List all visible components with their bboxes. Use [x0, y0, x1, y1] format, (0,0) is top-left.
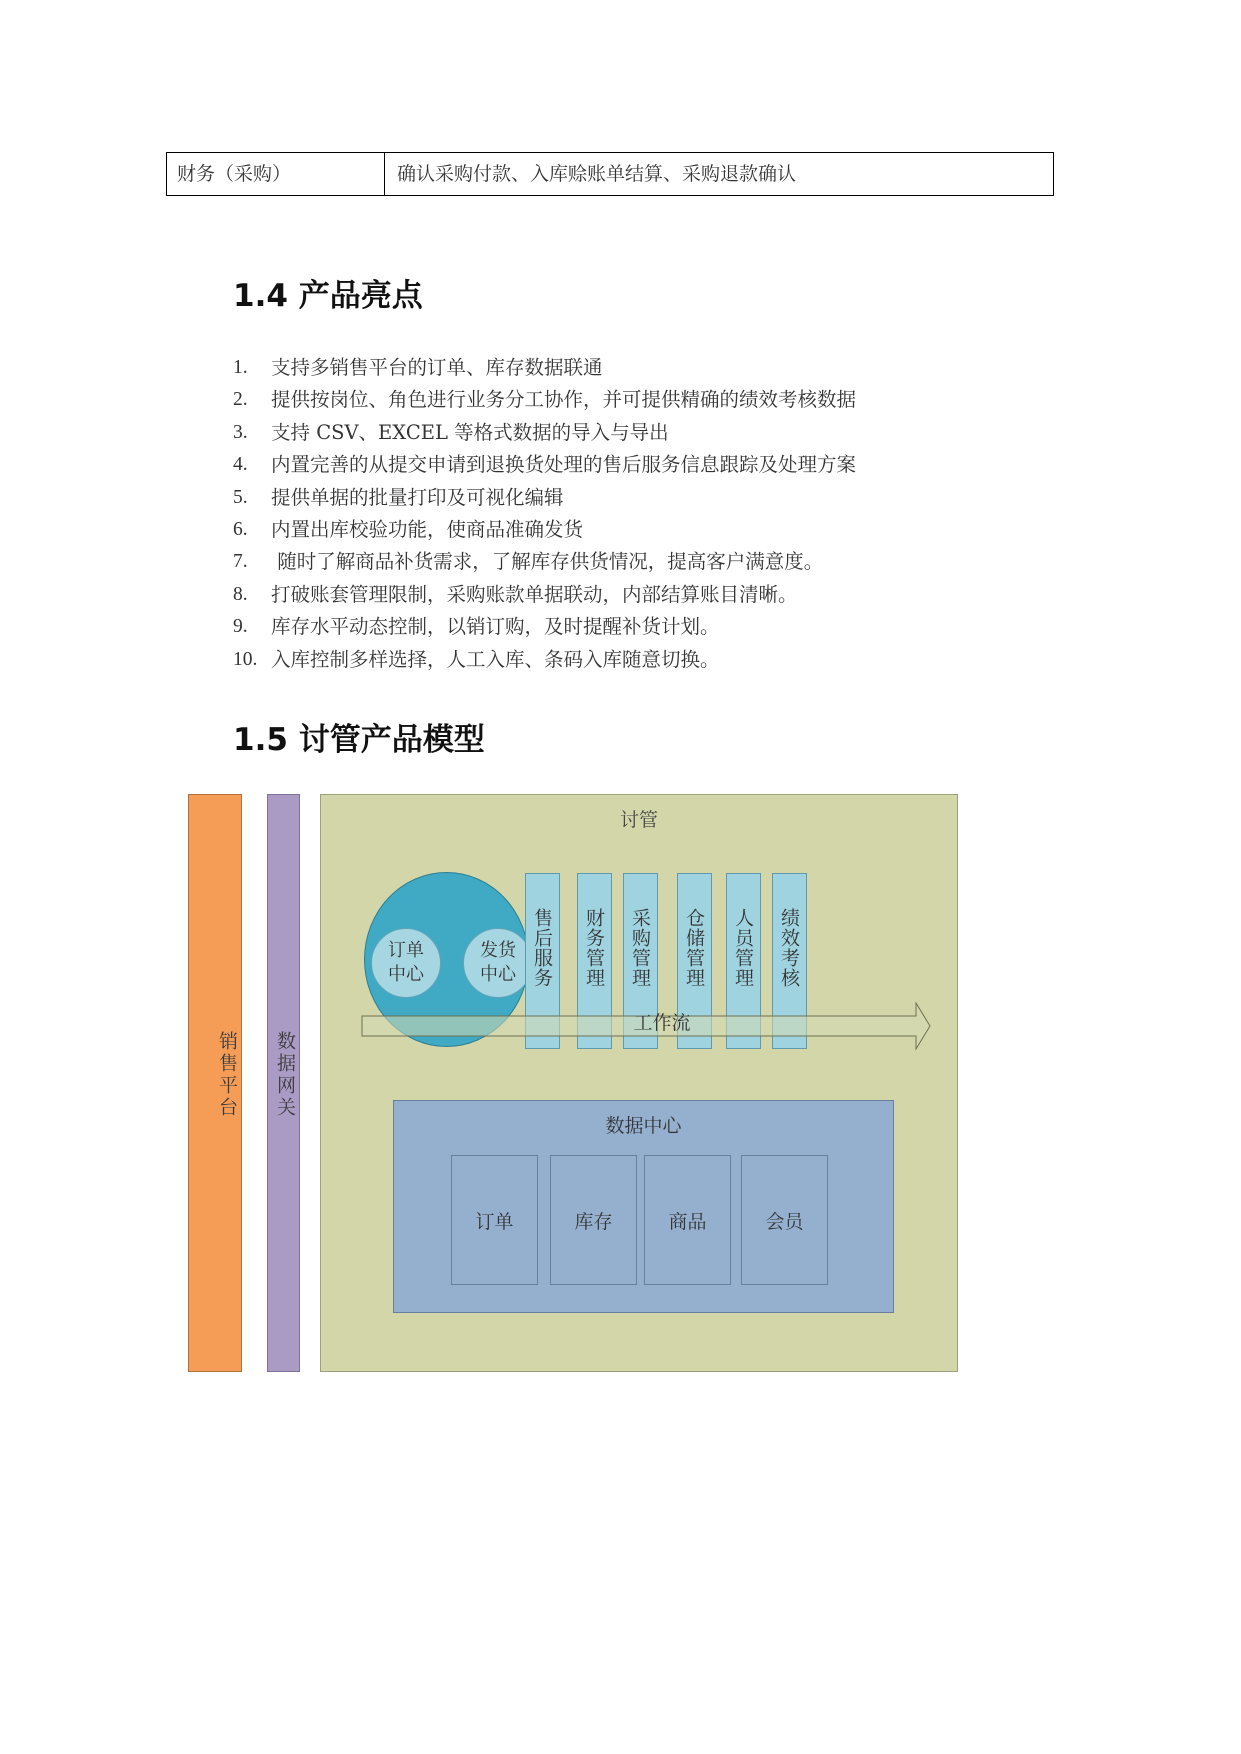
list-number: 7.: [233, 551, 248, 573]
module-label: 售后服务: [531, 908, 553, 988]
module-label: 采购管理: [629, 908, 651, 988]
list-text: 库存水平动态控制，以销订购，及时提醒补货计划。: [271, 615, 720, 639]
role-cell: 财务（采购）: [167, 153, 385, 195]
data-box-inventory: 库存: [550, 1155, 637, 1285]
data-box-orders: 订单: [451, 1155, 538, 1285]
list-text: 提供按岗位、角色进行业务分工协作，并可提供精确的绩效考核数据: [271, 388, 857, 412]
section-heading-model: 1.5 讨管产品模型: [233, 722, 485, 758]
main-system-title: 讨管: [619, 809, 658, 831]
list-number: 8.: [233, 583, 248, 605]
list-text: 打破账套管理限制，采购账款单据联动，内部结算账目清晰。: [271, 582, 798, 606]
list-item: [233, 611, 856, 643]
list-item: [233, 579, 856, 611]
list-item: [233, 482, 856, 514]
main-system-panel: [320, 794, 958, 1372]
workflow-label: 工作流: [633, 1012, 691, 1034]
list-text: 内置完善的从提交申请到退换货处理的售后服务信息跟踪及处理方案: [271, 453, 857, 477]
sales-platform-bar: [188, 794, 242, 1372]
data-center-panel: [393, 1100, 894, 1313]
list-text: 提供单据的批量打印及可视化编辑: [271, 485, 564, 509]
list-item: [233, 384, 856, 416]
module-label: 绩效考核: [778, 908, 800, 988]
section-heading-highlights: 1.4 产品亮点: [233, 278, 423, 314]
data-center-title: 数据中心: [605, 1115, 682, 1137]
duty-cell: 确认采购付款、入库赊账单结算、采购退款确认: [397, 163, 797, 185]
list-item: [233, 449, 856, 481]
data-gateway-label: 数据网关: [274, 1031, 296, 1119]
product-model-diagram: [188, 794, 958, 1374]
list-number: 5.: [233, 486, 248, 508]
sales-platform-label: 销售平台: [216, 1031, 238, 1119]
data-box-products: 商品: [644, 1155, 731, 1285]
module-label: 仓储管理: [683, 908, 705, 988]
order-center-circle: [371, 928, 441, 998]
order-center-label: 订单中心: [388, 940, 424, 985]
list-number: 10.: [233, 648, 258, 670]
list-item: [233, 514, 856, 546]
role-table: [166, 152, 1054, 196]
list-text: 支持 CSV、EXCEL 等格式数据的导入与导出: [271, 420, 669, 444]
list-number: 4.: [233, 454, 248, 476]
module-label: 财务管理: [583, 908, 605, 988]
list-number: 9.: [233, 616, 248, 638]
data-gateway-bar: [267, 794, 300, 1372]
list-number: 6.: [233, 518, 248, 540]
list-item: [233, 352, 856, 384]
shipping-center-label: 发货中心: [480, 940, 516, 985]
list-text: 支持多销售平台的订单、库存数据联通: [271, 356, 603, 379]
list-item: [233, 644, 856, 676]
list-item: [233, 417, 856, 449]
list-text: 随时了解商品补货需求，了解库存供货情况，提高客户满意度。: [271, 550, 824, 574]
list-number: 3.: [233, 421, 248, 443]
list-text: 入库控制多样选择，人工入库、条码入库随意切换。: [271, 647, 720, 671]
list-number: 1.: [233, 357, 248, 378]
list-number: 2.: [233, 389, 248, 411]
list-text: 内置出库校验功能，使商品准确发货: [271, 517, 584, 541]
shipping-center-circle: [463, 928, 533, 998]
module-label: 人员管理: [732, 908, 754, 988]
list-item: [233, 546, 856, 578]
highlights-list: [233, 352, 856, 676]
data-box-members: 会员: [741, 1155, 828, 1285]
